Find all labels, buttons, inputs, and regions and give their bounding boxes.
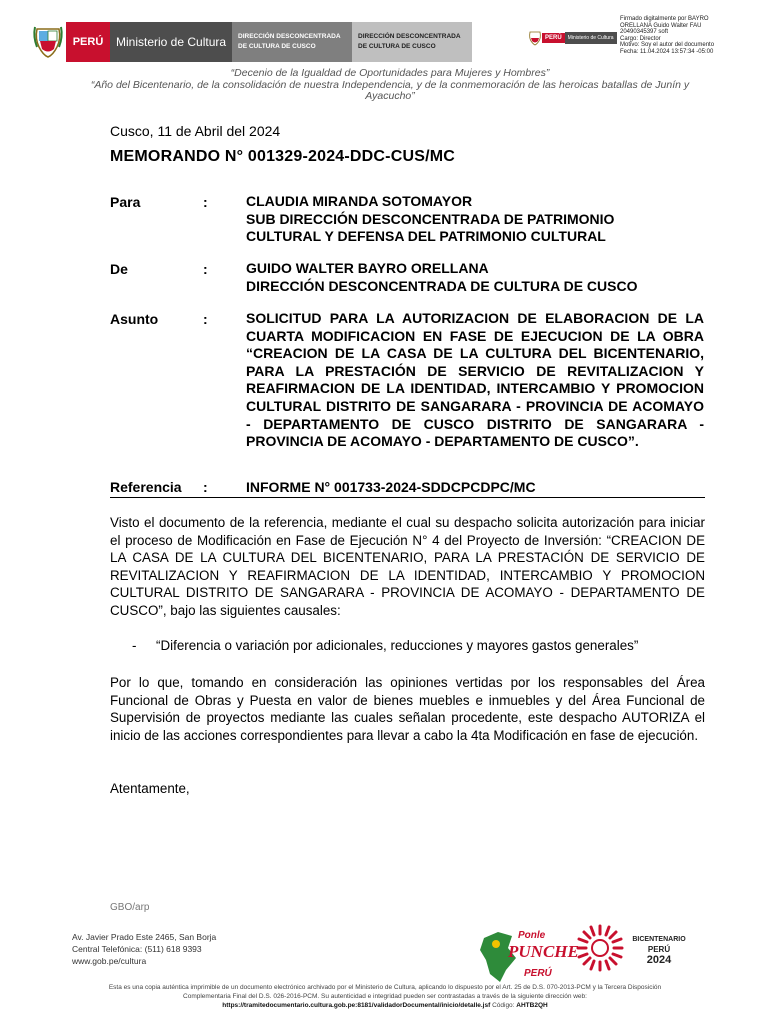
signature-line: Cargo: Director (620, 35, 661, 42)
memo-number: MEMORANDO N° 001329-2024-DDC-CUS/MC (110, 148, 456, 165)
sender-office: DIRECCIÓN DESCONCENTRADA DE CULTURA DE CUSCO (246, 277, 638, 294)
institution-header (30, 22, 476, 62)
asunto-colon: : (203, 311, 208, 327)
signature-logo (528, 30, 618, 46)
asunto-value: SOLICITUD PARA LA AUTORIZACION DE ELABORACION DE LA CUARTA MODIFICACION EN FASE DE EJECUCION DE LA OBRA “CREACION DE LA CASA DE LA CULTURA DEL BICENTENARIO, PARA LA PRESTACIÓN DE SERVICIO DE REVITALIZACION Y REAFIRMACION DE LA IDENTIDAD, INTERCAMBIO Y PROMOCION CULTURAL DISTRITO DE SANGARARA - PROVINCIA DE ACOMAYO - DEPARTAMENTO DE CUSCO DISTRITO DE SANGARARA - PROVINCIA DE ACOMAYO - DEPARTAMENTO DE CUSCO”. (246, 310, 704, 450)
recipient-office-cont: CULTURAL Y DEFENSA DEL PATRIMONIO CULTURAL (246, 228, 606, 245)
code-label: Código: (492, 1002, 515, 1009)
sender-name: GUIDO WALTER BAYRO ORELLANA (246, 260, 489, 276)
bicentenario-line-cont: Ayacucho” (365, 90, 415, 102)
validation-url[interactable]: https://tramitedocumentario.cultura.gob.pe:8181/validadorDocumental/inicio/detalle.jsf (222, 1002, 491, 1009)
footer-line: Esta es una copia auténtica imprimible de un documento electrónico archivado por el Ministerio de Cultura, aplicando lo dispuesto por el Art. 25 de D.S. 070-2013-PCM y la Tercera Disposición (108, 984, 662, 991)
para-colon: : (203, 194, 208, 210)
referencia-value: INFORME N° 001733-2024-SDDCPCDPC/MC (246, 479, 536, 495)
address-line: Av. Javier Prado Este 2465, San Borja (72, 932, 217, 942)
bicentenario-text (628, 935, 690, 965)
signature-line: 20490345397 soft (620, 29, 669, 36)
bicentenario-emblem-icon (574, 922, 626, 974)
referencia-colon: : (203, 479, 208, 495)
signature-line: Firmado digitalmente por BAYRO (620, 16, 709, 22)
de-value (246, 260, 704, 295)
separator-line (110, 497, 705, 498)
body-paragraph-2: Por lo que, tomando en consideración las opiniones vertidas por los responsables del Área Funcional de Obras y Puesta en valor de bienes muebles e inmuebles y del Área Funcional de Supervisión de proyectos mediante las cuales señalan procedente, este despacho AUTORIZA el inicio de las acciones correspondientes para llevar a cabo la 4ta Modificación en fase de ejecución. (110, 675, 705, 743)
unit-label-secondary: DIRECCIÓN DESCONCENTRADA DE CULTURA DE CUSCO (352, 22, 472, 62)
coat-of-arms-icon (30, 22, 66, 62)
digital-signature-block (620, 16, 760, 56)
footer-line: Complementaria Final del D.S. 026-2016-PCM. Su autenticidad e integridad pueden ser contrastadas a través de la siguiente dirección web: (183, 993, 587, 1000)
website-line: www.gob.pe/cultura (72, 956, 147, 966)
recipient-office: SUB DIRECCIÓN DESCONCENTRADA DE PATRIMONIO (246, 210, 615, 227)
authenticity-footer (40, 983, 730, 1010)
footer-validation (40, 1001, 730, 1010)
signature-peru-label: PERÚ (542, 33, 565, 43)
ministry-label: Ministerio de Cultura (110, 22, 232, 62)
signature-shield-icon (528, 30, 542, 46)
signature-ministry-label: Ministerio de Cultura (565, 32, 617, 44)
phone-line: Central Telefónica: (511) 618 9393 (72, 944, 202, 954)
asunto-label: Asunto (110, 311, 159, 327)
body-paragraph-1: Visto el documento de la referencia, mediante el cual su despacho solicita autorización para iniciar el proceso de Modificación en Fase de Ejecución N° 4 del Proyecto de Inversión: “CREACION DE LA CASA DE LA CULTURA DEL BICENTENARIO, PARA LA PRESTACIÓN DE SERVICIO DE REVITALIZACION Y REAFIRMACION DE LA IDENTIDAD, INTERCAMBIO Y PROMOCION CULTURAL DISTRITO DE SANGARARA - PROVINCIA DE ACOMAYO - DEPARTAMENTO DE CUSCO”, bajo las siguientes causales: (110, 515, 705, 618)
signature-line: Motivo: Soy el autor del documento (620, 42, 715, 49)
memo-date: Cusco, 11 de Abril del 2024 (110, 123, 281, 139)
address-block (72, 931, 216, 967)
para-value (246, 193, 704, 246)
signature-line: Fecha: 11.04.2024 13:57:34 -05:00 (620, 48, 714, 55)
referencia-label: Referencia (110, 479, 182, 495)
para-label: Para (110, 194, 141, 210)
bullet-item: “Diferencia o variación por adicionales, reducciones y mayores gastos generales” (156, 638, 639, 653)
peru-label: PERÚ (66, 22, 110, 62)
initials: GBO/arp (110, 902, 150, 913)
de-colon: : (203, 261, 208, 277)
bicentenario-label: BICENTENARIO (632, 936, 686, 943)
signature-line: ORELLANA Guido Walter FAU (620, 22, 702, 29)
closing: Atentamente, (110, 781, 190, 796)
de-label: De (110, 261, 128, 277)
decenio-line: “Decenio de la Igualdad de Oportunidades para Mujeres y Hombres” (230, 67, 550, 79)
unit-label-primary: DIRECCIÓN DESCONCENTRADA DE CULTURA DE CUSCO (232, 22, 352, 62)
bullet-dash: - (132, 638, 137, 653)
ponle-punche-peru-logo (478, 924, 579, 984)
bicentenario-line: “Año del Bicentenario, de la consolidación de nuestra Independencia, y de la conmemoración de las heroicas batallas de Junín y (90, 79, 690, 91)
bicentenario-peru: PERÚ (647, 945, 671, 954)
recipient-name: CLAUDIA MIRANDA SOTOMAYOR (246, 193, 473, 209)
punche-text: PUNCHE (508, 942, 579, 961)
ponle-peru-text: PERÚ (524, 968, 552, 979)
validation-code: AHTB2QH (516, 1002, 548, 1009)
ponle-text: Ponle (518, 930, 546, 941)
bicentenario-year: 2024 (646, 954, 672, 966)
